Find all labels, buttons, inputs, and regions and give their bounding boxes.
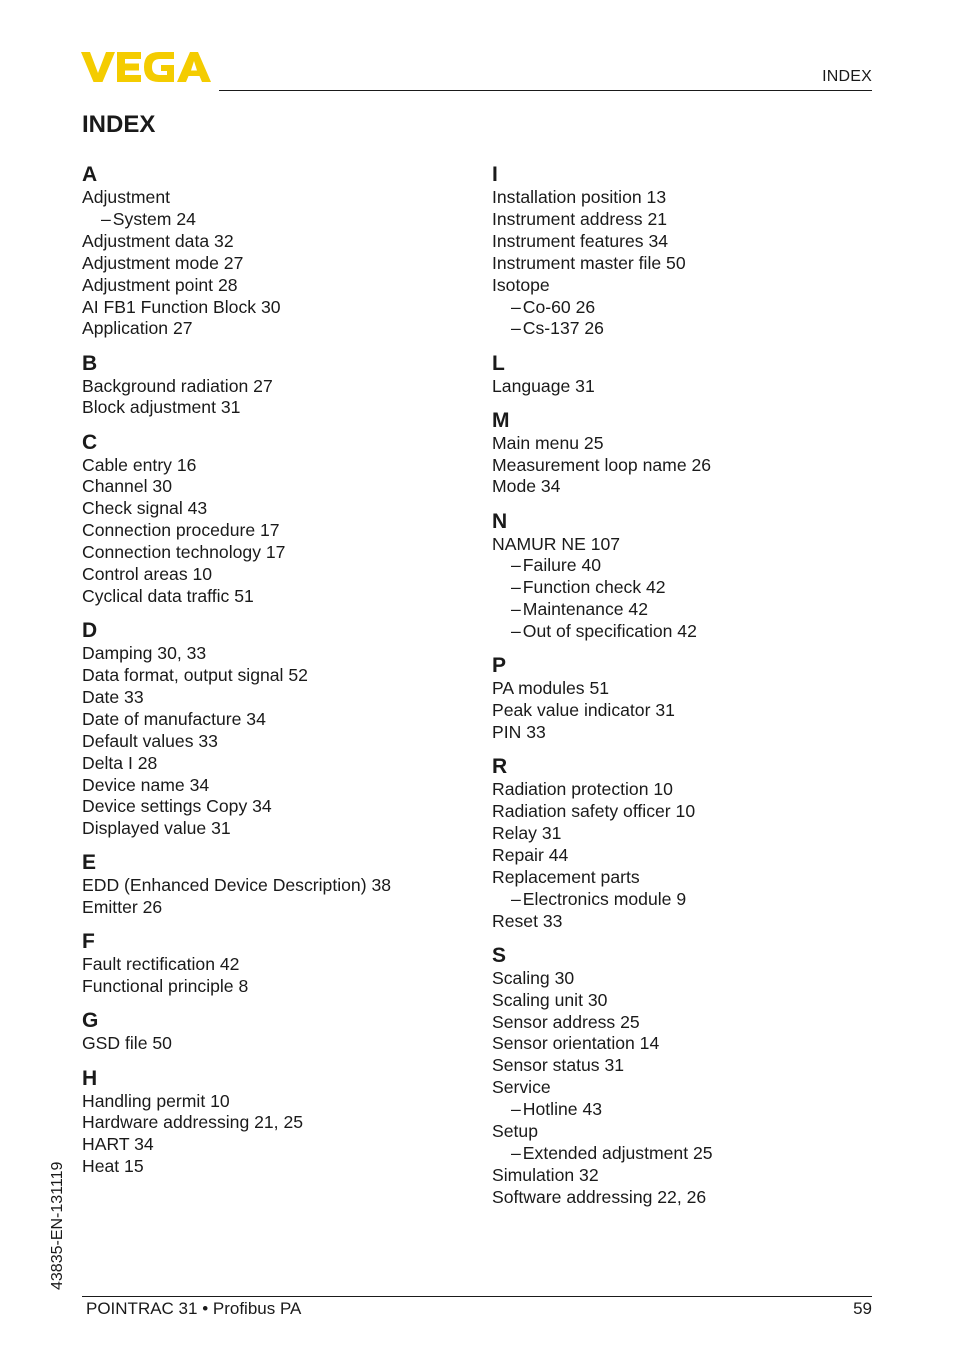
index-entry: Setup <box>492 1121 538 1142</box>
index-subentry: – Co-60 26 <box>492 297 872 319</box>
index-subentry: – Function check 42 <box>492 577 872 599</box>
index-entry: Delta I 28 <box>82 752 158 773</box>
index-entry: Default values 33 <box>82 730 218 751</box>
index-entry: Block adjustment 31 <box>82 397 241 418</box>
index-entry: Mode 34 <box>492 476 561 497</box>
index-entry: Peak value indicator 31 <box>492 700 675 721</box>
index-entry: Isotope <box>492 274 550 295</box>
index-entry: Cyclical data traffic 51 <box>82 585 254 606</box>
index-section-e <box>82 850 462 919</box>
index-letter: I <box>492 163 498 186</box>
index-section-n <box>492 509 872 644</box>
index-entry: Sensor address 25 <box>492 1011 640 1032</box>
index-section-r <box>492 754 872 932</box>
index-section-l <box>492 351 872 398</box>
index-subentry: – Cs-137 26 <box>492 318 872 340</box>
index-letter: C <box>82 430 98 454</box>
index-section-g <box>82 1008 462 1055</box>
index-entry: Software addressing 22, 26 <box>492 1186 707 1207</box>
index-entry: Scaling 30 <box>492 967 575 988</box>
index-entry: Data format, output signal 52 <box>82 664 308 685</box>
index-entry: Damping 30, 33 <box>82 643 207 664</box>
index-letter: B <box>82 351 98 375</box>
index-entry: Instrument master file 50 <box>492 252 686 273</box>
index-section-d <box>82 618 462 840</box>
index-letter: H <box>82 1066 98 1090</box>
index-letter: N <box>492 509 508 533</box>
index-letter: A <box>82 163 98 186</box>
index-entry: Scaling unit 30 <box>492 989 608 1010</box>
index-entry: Instrument features 34 <box>492 230 669 251</box>
index-entry: Radiation safety officer 10 <box>492 801 696 822</box>
index-section-f <box>82 929 462 998</box>
index-entry: EDD (Enhanced Device Description) 38 <box>82 875 392 896</box>
index-column-left <box>82 162 462 1188</box>
index-section-b <box>82 351 462 420</box>
index-entry: Date 33 <box>82 686 144 707</box>
index-entry: Application 27 <box>82 318 193 339</box>
index-entry: Check signal 43 <box>82 498 208 519</box>
index-subentry: – System 24 <box>82 209 462 231</box>
index-entry: Heat 15 <box>82 1156 144 1177</box>
index-entry: Cable entry 16 <box>82 454 197 475</box>
index-letter: R <box>492 755 508 779</box>
index-entry: Adjustment point 28 <box>82 274 238 295</box>
index-section-c <box>82 430 462 608</box>
header-section-label: INDEX <box>822 68 872 85</box>
index-entry: Emitter 26 <box>82 897 163 918</box>
vega-logo-mark <box>81 52 211 82</box>
footer-rule <box>82 1296 872 1297</box>
index-entry: Simulation 32 <box>492 1164 599 1185</box>
index-entry: GSD file 50 <box>82 1033 172 1054</box>
index-entry: Replacement parts <box>492 866 640 887</box>
index-entry: NAMUR NE 107 <box>492 533 621 554</box>
index-section-s <box>492 943 872 1209</box>
page-title: INDEX <box>82 111 156 138</box>
index-entry: Channel 30 <box>82 476 172 497</box>
index-entry: Repair 44 <box>492 844 569 865</box>
index-column-right <box>492 162 872 1219</box>
index-entry: Relay 31 <box>492 822 562 843</box>
index-entry: Date of manufacture 34 <box>82 708 266 729</box>
index-entry: Installation position 13 <box>492 187 667 207</box>
index-entry: Sensor orientation 14 <box>492 1033 660 1054</box>
index-entry: Connection technology 17 <box>82 542 286 563</box>
index-entry: Device settings Copy 34 <box>82 796 272 817</box>
index-subentry: – Out of specification 42 <box>492 621 872 643</box>
index-section-i <box>492 162 872 340</box>
index-entry: Background radiation 27 <box>82 375 273 396</box>
index-letter: S <box>492 943 507 967</box>
index-entry: Instrument address 21 <box>492 208 668 229</box>
document-code: 43835-EN-131119 <box>49 1161 66 1290</box>
index-subentry: – Maintenance 42 <box>492 599 872 621</box>
index-section-a <box>82 162 462 340</box>
index-entry: Fault rectification 42 <box>82 954 240 975</box>
index-entry: Functional principle 8 <box>82 976 249 997</box>
index-entry: Service <box>492 1077 551 1098</box>
index-subentry: – Extended adjustment 25 <box>492 1143 872 1165</box>
index-entry: PIN 33 <box>492 722 546 743</box>
index-letter: P <box>492 654 507 678</box>
index-entry: Language 31 <box>492 375 595 396</box>
index-letter: L <box>492 351 505 375</box>
vega-logo <box>81 52 211 82</box>
index-letter: M <box>492 408 510 432</box>
index-letter: F <box>82 930 95 954</box>
index-section-h <box>82 1066 462 1179</box>
index-entry: Adjustment data 32 <box>82 230 234 251</box>
index-section-p <box>492 653 872 744</box>
index-entry: Device name 34 <box>82 774 210 795</box>
index-letter: E <box>82 851 97 875</box>
index-entry: Sensor status 31 <box>492 1055 625 1076</box>
index-entry: Reset 33 <box>492 910 563 931</box>
page-number: 59 <box>853 1299 872 1318</box>
index-letter: D <box>82 619 98 643</box>
footer-product-title: POINTRAC 31 • Profibus PA <box>86 1299 302 1318</box>
index-entry: Radiation protection 10 <box>492 779 673 800</box>
index-entry: AI FB1 Function Block 30 <box>82 296 281 317</box>
index-entry: PA modules 51 <box>492 678 610 699</box>
index-subentry: – Electronics module 9 <box>492 889 872 911</box>
index-letter: G <box>82 1009 99 1033</box>
index-entry: Connection procedure 17 <box>82 520 280 541</box>
index-entry: Control areas 10 <box>82 564 213 585</box>
index-section-m <box>492 408 872 499</box>
index-entry: Adjustment <box>82 187 171 207</box>
index-entry: Displayed value 31 <box>82 818 231 839</box>
header-rule <box>219 90 872 91</box>
index-entry: Hardware addressing 21, 25 <box>82 1112 304 1133</box>
index-entry: Adjustment mode 27 <box>82 252 244 273</box>
index-entry: Handling permit 10 <box>82 1090 230 1111</box>
index-entry: Measurement loop name 26 <box>492 454 712 475</box>
index-subentry: – Hotline 43 <box>492 1099 872 1121</box>
index-entry: Main menu 25 <box>492 432 604 453</box>
index-subentry: – Failure 40 <box>492 555 872 577</box>
index-entry: HART 34 <box>82 1134 154 1155</box>
